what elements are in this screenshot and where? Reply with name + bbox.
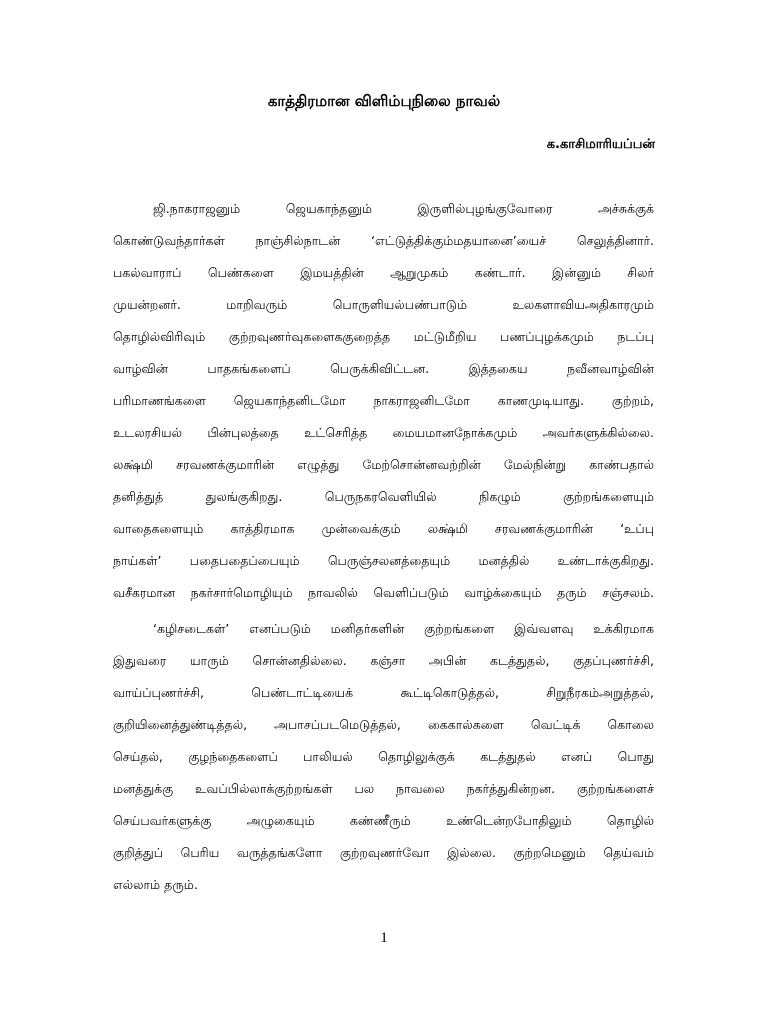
- paragraph-line: லக்ஷ்மி சரவணக்குமாரின் எழுத்து மேற்சொன்னவற்றின் மேல்நின்று காண்பதால்: [113, 457, 654, 472]
- paragraph-line: இதுவரை யாரும் சொன்னதில்லை. கஞ்சா அபின் கடத்துதல், குதப்புணர்ச்சி,: [113, 653, 654, 668]
- paragraph-line: நாய்கள்’ பதைபதைப்பையும் பெருஞ்சலனத்தையும் மனத்தில் உண்டாக்குகிறது.: [113, 553, 654, 568]
- page-number: 1: [380, 930, 388, 946]
- paragraph-line: தொழில்விரிவும் குற்றவுணர்வுகளைககுறைத்த மட்டுமீறிய பணப்புழக்கமும் நடப்பு: [113, 329, 654, 344]
- paragraph-line: குறியினைத்துண்டித்தல், அபாசப்படமெடுத்தல், கைகால்களை வெட்டிக் கொலை: [113, 717, 654, 732]
- paragraph-line: செய்தல், குழந்தைகளைப் பாலியல் தொழிலுக்குக் கடத்துதல் எனப் பொது: [113, 749, 654, 764]
- paragraph-line: தனித்துத் துலங்குகிறது. பெருநகரவெளியில் நிகழும் குற்றங்களையும்: [113, 489, 654, 504]
- paragraph-line: மனத்துக்கு உவப்பில்லாக்குற்றங்கள் பல நாவலை நகர்த்துகின்றன. குற்றங்களைச்: [113, 781, 654, 796]
- paragraph-line: கொண்டுவந்தார்கள் நாஞ்சில்நாடன் ‘எட்டுத்திக்கும்மதயானை’யைச் செலுத்தினார்.: [113, 233, 654, 248]
- paragraph-line: குறித்துப் பெரிய வருத்தங்களோ குற்றவுணர்வோ இல்லை. குற்றமெனும் தெய்வம்: [113, 845, 654, 860]
- paragraph-line: வாதைகளையும் காத்திரமாக முன்வைக்கும் லக்ஷ்மி சரவணக்குமாரின் ‘உப்பு: [113, 521, 654, 536]
- paragraph-line: பரிமாணங்களை ஜெயகாந்தனிடமோ நாகராஜனிடமோ காணமுடியாது. குற்றம்,: [113, 393, 654, 408]
- paragraph-line: ஜி.நாகராஜனும் ஜெயகாந்தனும் இருளில்புழங்குவோரை அச்சுக்குக்: [153, 201, 654, 216]
- paragraph-line: ‘கழிசடைகள்’ எனப்படும் மனிதர்களின் குற்றங்களை இவ்வளவு உக்கிரமாக: [153, 621, 654, 636]
- paragraph-line: செய்பவர்களுக்கு அழுகையும் கண்ணீரும் உண்டென்றபோதிலும் தொழில்: [113, 813, 654, 828]
- paragraph-line: உடலரசியல் பின்புலத்தை உட்செரித்த மையமானநோக்கமும் அவர்களுக்கில்லை.: [113, 425, 654, 440]
- paragraph-line: பகல்வாராப் பெண்களை இமயத்தின் ஆறுமுகம் கண்டார். இன்னும் சிலர்: [113, 265, 654, 280]
- paragraph-line: வாழ்வின் பாதகங்களைப் பெருக்கிவிட்டன. இத்தகைய நவீனவாழ்வின்: [113, 361, 654, 376]
- paragraph-line: வாய்ப்புணர்ச்சி, பெண்டாட்டியைக் கூட்டிகொடுத்தல், சிறுநீரகம்அறுத்தல்,: [113, 685, 654, 700]
- paragraph-line: முயன்றனர். மாறிவரும் பொருளியல்பண்பாடும் உலகளாவியஅதிகாரமும்: [113, 297, 654, 312]
- paragraph-line: வசீகரமான நகர்சார்மொழியும் நாவலில் வெளிப்படும் வாழ்க்கையும் தரும் சஞ்சலம்.: [113, 585, 654, 600]
- paragraph-line: எல்லாம் தரும்.: [113, 877, 198, 892]
- document-title: காத்திரமான விளிம்புநிலை நாவல்: [267, 92, 501, 110]
- author-name: க.காசிமாரியப்பன்: [546, 137, 655, 152]
